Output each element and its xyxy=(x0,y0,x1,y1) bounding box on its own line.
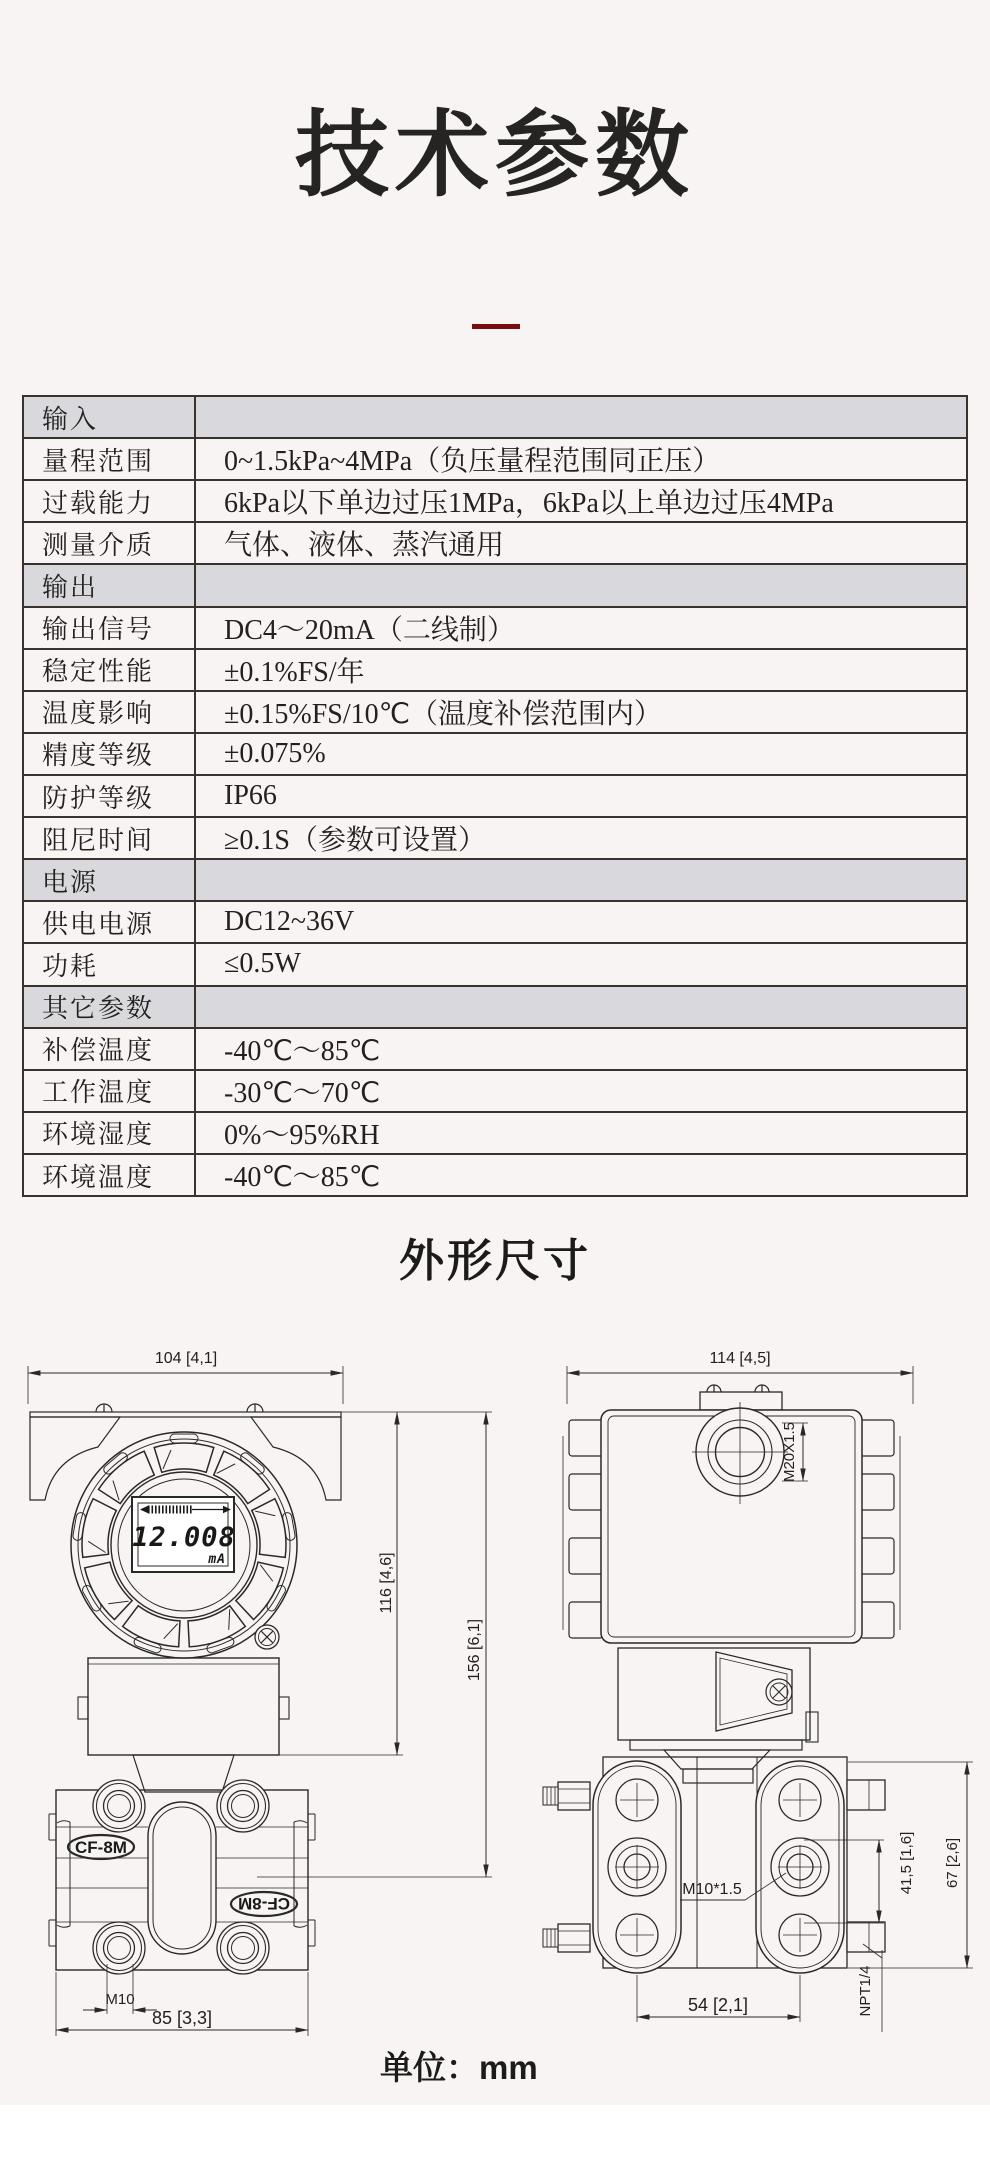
side-port-spacing-dim: 41,5 [1,6] xyxy=(898,1831,915,1895)
flange-bolt-icon xyxy=(217,1922,269,1974)
section-value xyxy=(196,565,966,605)
side-bolt-thread: M10*1.5 xyxy=(682,1881,742,1898)
cap-screw-icon xyxy=(707,1385,721,1392)
table-row xyxy=(24,902,966,944)
front-bolt-thread: M10 xyxy=(105,1991,135,2008)
front-view-drawing xyxy=(28,1350,492,2036)
row-value: ≥0.1S（参数可设置） xyxy=(224,825,486,857)
table-row xyxy=(24,1029,966,1071)
row-value: -30℃～70℃ xyxy=(224,1077,381,1109)
flange-center-slot xyxy=(148,1802,216,1954)
row-label: 精度等级 xyxy=(24,734,196,774)
flange-bolt-icon xyxy=(93,1922,145,1974)
material-stamp-rotated xyxy=(231,1892,297,1916)
front-height-dim-total: 156 [6,1] xyxy=(466,1618,483,1682)
section-label: 输入 xyxy=(24,397,196,437)
table-row xyxy=(24,1113,966,1155)
front-flange-width-dim: 85 [3,3] xyxy=(151,2008,213,2028)
material-stamp-text: CF-8M xyxy=(75,1838,127,1857)
row-value: 0%～95%RH xyxy=(224,1119,380,1151)
row-value: DC4～20mA（二线制） xyxy=(224,614,515,646)
lcd-value: 12.008 xyxy=(132,1522,236,1553)
row-value: ±0.1%FS/年 xyxy=(224,656,365,688)
table-row xyxy=(24,608,966,650)
row-value: DC12~36V xyxy=(224,906,355,938)
section-label: 输出 xyxy=(24,565,196,605)
section-label: 其它参数 xyxy=(24,987,196,1027)
table-row xyxy=(24,692,966,734)
flange-bolt-icon xyxy=(93,1780,145,1832)
dimension-drawings xyxy=(0,1330,990,2045)
side-view-drawing xyxy=(543,1350,973,2032)
row-label: 环境温度 xyxy=(24,1155,196,1195)
table-row xyxy=(24,481,966,523)
row-label: 温度影响 xyxy=(24,692,196,732)
row-value: 0~1.5kPa~4MPa（负压量程范围同正压） xyxy=(224,446,721,478)
accent-dash xyxy=(472,324,520,329)
bolt-plate xyxy=(593,1761,681,1973)
bottom-white-strip xyxy=(0,2105,990,2168)
table-row xyxy=(24,1155,966,1195)
table-section-row xyxy=(24,565,966,607)
front-height-dim-upper: 116 [4,6] xyxy=(378,1552,395,1614)
table-row xyxy=(24,523,966,565)
conduit-cap xyxy=(700,1392,782,1410)
row-label: 阻尼时间 xyxy=(24,818,196,858)
cap-screw-icon xyxy=(755,1385,769,1392)
table-row xyxy=(24,439,966,481)
side-nut-icon xyxy=(847,1780,885,1810)
row-value: 气体、液体、蒸汽通用 xyxy=(224,530,505,562)
conduit-thread-label: M20X1.5 xyxy=(781,1421,798,1483)
lcd-unit: mA xyxy=(208,1552,226,1567)
table-row xyxy=(24,1071,966,1113)
unit-note: 单位：mm xyxy=(380,2049,538,2086)
row-value: ±0.075% xyxy=(224,737,326,769)
section-value xyxy=(196,397,966,437)
table-section-row xyxy=(24,397,966,439)
row-label: 过载能力 xyxy=(24,481,196,521)
bolt-plate xyxy=(756,1761,844,1973)
table-row xyxy=(24,944,966,986)
table-row xyxy=(24,818,966,860)
section-value xyxy=(196,860,966,900)
row-label: 输出信号 xyxy=(24,608,196,648)
section-value xyxy=(196,987,966,1027)
table-row xyxy=(24,650,966,692)
side-bolt-icon xyxy=(543,1924,590,1952)
row-label: 供电电源 xyxy=(24,902,196,942)
row-value: 6kPa以下单边过压1MPa，6kPa以上单边过压4MPa xyxy=(224,488,834,520)
material-stamp-text: CF-8M xyxy=(238,1894,290,1913)
row-label: 稳定性能 xyxy=(24,650,196,690)
row-value: IP66 xyxy=(224,780,277,812)
row-label: 防护等级 xyxy=(24,776,196,816)
row-label: 补偿温度 xyxy=(24,1029,196,1069)
drain-thread-label: NPT1/4 xyxy=(857,1965,874,2017)
table-section-row xyxy=(24,987,966,1029)
row-value: -40℃～85℃ xyxy=(224,1162,381,1194)
row-label: 工作温度 xyxy=(24,1071,196,1111)
material-stamp xyxy=(68,1835,134,1859)
table-row xyxy=(24,776,966,818)
flange-bolt-icon xyxy=(217,1780,269,1832)
neck-screw-icon xyxy=(766,1679,792,1705)
row-value: ≤0.5W xyxy=(224,948,301,980)
row-value: ±0.15%FS/10℃（温度补偿范围内） xyxy=(224,698,663,730)
side-height-dim: 67 [2,6] xyxy=(944,1837,961,1889)
side-bolt-spacing-dim: 54 [2,1] xyxy=(687,1995,749,2015)
dimensions-section-title: 外形尺寸 xyxy=(398,1235,591,1286)
side-width-dim: 114 [4,5] xyxy=(709,1350,771,1367)
row-label: 环境湿度 xyxy=(24,1113,196,1153)
table-row xyxy=(24,734,966,776)
spec-table xyxy=(22,395,968,1197)
side-nut-icon xyxy=(847,1922,885,1952)
row-label: 量程范围 xyxy=(24,439,196,479)
table-section-row xyxy=(24,860,966,902)
section-label: 电源 xyxy=(24,860,196,900)
row-value: -40℃～85℃ xyxy=(224,1035,381,1067)
row-label: 功耗 xyxy=(24,944,196,984)
page-title: 技术参数 xyxy=(294,102,695,207)
front-width-dim: 104 [4,1] xyxy=(154,1350,218,1367)
row-label: 测量介质 xyxy=(24,523,196,563)
side-bolt-icon xyxy=(543,1782,590,1810)
locking-screw-icon xyxy=(255,1625,279,1649)
